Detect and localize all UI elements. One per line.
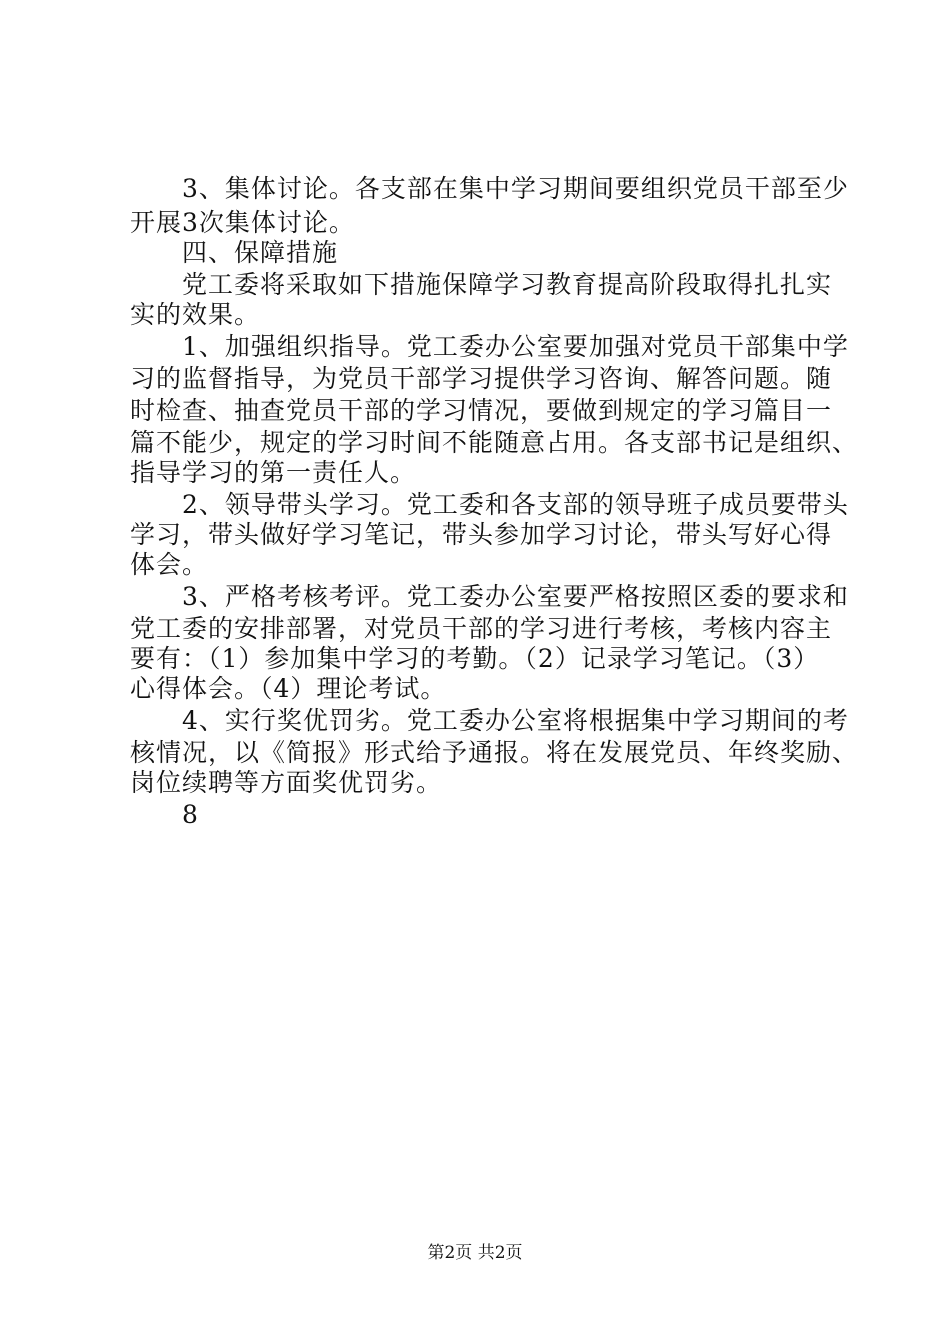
text-line: 心得体会。（4）理论考试。 xyxy=(130,674,447,703)
text-line: 体会。 xyxy=(130,550,209,579)
text-line: 核情况，以《简报》形式给予通报。将在发展党员、年终奖励、 xyxy=(130,738,859,767)
text-line: 时检查、抽查党员干部的学习情况，要做到规定的学习篇目一 xyxy=(130,396,833,425)
text-line: 岗位续聘等方面奖优罚劣。 xyxy=(130,768,443,797)
section-heading: 四、保障措施 xyxy=(130,238,339,267)
text-line: 开展3次集体讨论。 xyxy=(130,208,355,237)
text-line: 篇不能少，规定的学习时间不能随意占用。各支部书记是组织、 xyxy=(130,428,859,457)
text-line: 学习，带头做好学习笔记，带头参加学习讨论，带头写好心得 xyxy=(130,520,833,549)
text-line: 指导学习的第一责任人。 xyxy=(130,458,417,487)
text-line: 党工委将采取如下措施保障学习教育提高阶段取得扎扎实 xyxy=(130,270,833,299)
text-line: 党工委的安排部署，对党员干部的学习进行考核，考核内容主 xyxy=(130,614,833,643)
text-line: 1、加强组织指导。党工委办公室要加强对党员干部集中学 xyxy=(130,332,849,361)
text-line: 实的效果。 xyxy=(130,300,261,329)
text-line: 2、领导带头学习。党工委和各支部的领导班子成员要带头 xyxy=(130,490,849,519)
page-number-footer: 第2页 共2页 xyxy=(427,1243,523,1263)
text-line: 8 xyxy=(130,800,199,829)
text-line: 要有：（1）参加集中学习的考勤。（2）记录学习笔记。（3） xyxy=(130,644,820,673)
text-line: 4、实行奖优罚劣。党工委办公室将根据集中学习期间的考 xyxy=(130,706,849,735)
text-line: 习的监督指导，为党员干部学习提供学习咨询、解答问题。随 xyxy=(130,364,833,393)
text-line: 3、集体讨论。各支部在集中学习期间要组织党员干部至少 xyxy=(130,174,849,203)
text-line: 3、严格考核考评。党工委办公室要严格按照区委的要求和 xyxy=(130,582,849,611)
